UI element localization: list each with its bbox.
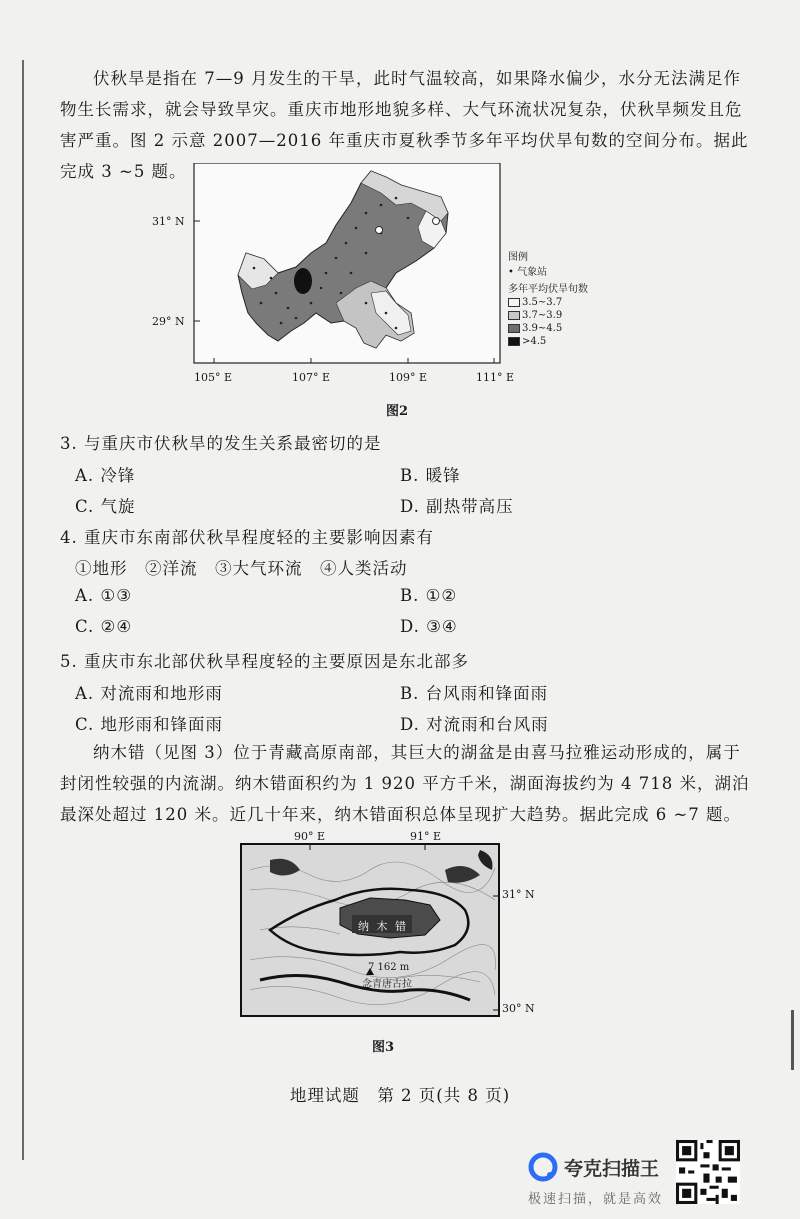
qr-code-icon bbox=[676, 1140, 740, 1204]
legend-item-label: 3.9~4.5 bbox=[522, 323, 563, 334]
lon-label-105: 105° E bbox=[194, 371, 233, 384]
fig3-lat-30: 30° N bbox=[502, 1002, 535, 1015]
q4-factors: ①地形 ②洋流 ③大气环流 ④人类活动 bbox=[75, 559, 408, 578]
passage-1-text: 伏秋旱是指在 7—9 月发生的干旱，此时气温较高，如果降水偏少，水分无法满足作物生长需求，就会导致旱灾。重庆市地形地貌多样、大气环流状况复杂，伏秋旱频发且危害严重。图 2 示意 2007—2016 年重庆市夏秋季节多年平均伏旱旬数的空间分布。据此完成 3 ~5 题。 bbox=[60, 69, 749, 181]
legend-title: 图例 bbox=[508, 252, 528, 263]
lon-label-109: 109° E bbox=[389, 371, 428, 384]
scanner-brand-name: 夸克扫描王 bbox=[564, 1158, 660, 1180]
lon-label-111: 111° E bbox=[476, 371, 515, 384]
legend-item bbox=[508, 309, 588, 322]
lon-label-107: 107° E bbox=[292, 371, 331, 384]
q5-option-a: A. 对流雨和地形雨 bbox=[75, 684, 223, 703]
lake-label: 纳 木 错 bbox=[358, 920, 408, 933]
figure-3-caption: 图3 bbox=[372, 1040, 395, 1055]
quark-logo-icon bbox=[528, 1152, 558, 1182]
question-5-stem: 5. 重庆市东北部伏秋旱程度轻的主要原因是东北部多 bbox=[60, 652, 469, 671]
q4-option-c: C. ②④ bbox=[75, 617, 133, 636]
figure-2-caption: 图2 bbox=[386, 404, 409, 419]
question-4-stem: 4. 重庆市东南部伏秋旱程度轻的主要影响因素有 bbox=[60, 528, 434, 547]
legend-swatch bbox=[508, 298, 520, 307]
q4-option-a: A. ①③ bbox=[75, 586, 132, 605]
page-footer: 地理试题 第 2 页(共 8 页) bbox=[289, 1086, 511, 1105]
q5-option-d: D. 对流雨和台风雨 bbox=[400, 715, 549, 734]
legend-subtitle: 多年平均伏旱旬数 bbox=[508, 284, 588, 295]
scan-edge-right bbox=[791, 1010, 794, 1070]
scanner-slogan: 极速扫描，就是高效 bbox=[528, 1192, 664, 1207]
q3-option-c: C. 气旋 bbox=[75, 497, 136, 516]
q4-option-b: B. ①② bbox=[400, 586, 458, 605]
fig3-lat-31: 31° N bbox=[502, 888, 535, 901]
q5-option-c: C. 地形雨和锋面雨 bbox=[75, 715, 224, 734]
legend-station: • 气象站 bbox=[508, 267, 548, 278]
scan-edge-left bbox=[22, 60, 24, 1160]
q3-option-d: D. 副热带高压 bbox=[400, 497, 514, 516]
passage-2 bbox=[60, 737, 750, 830]
lat-label-31: 31° N bbox=[152, 215, 185, 228]
legend-swatch bbox=[508, 311, 520, 320]
peak-elevation-label: 7 162 m bbox=[368, 962, 410, 973]
legend-swatch bbox=[508, 324, 520, 333]
passage-2-text: 纳木错（见图 3）位于青藏高原南部，其巨大的湖盆是由喜马拉雅运动形成的，属于封闭性较强的内流湖。纳木错面积约为 1 920 平方千米，湖面海拔约为 4 718 米，湖泊最深处超过 120 米。近几十年来，纳木错面积总体呈现扩大趋势。据此完成 6 ~7 题。 bbox=[60, 743, 750, 824]
lat-label-29: 29° N bbox=[152, 315, 185, 328]
question-3-stem: 3. 与重庆市伏秋旱的发生关系最密切的是 bbox=[60, 434, 382, 453]
q3-option-b: B. 暖锋 bbox=[400, 466, 461, 485]
q5-option-b: B. 台风雨和锋面雨 bbox=[400, 684, 549, 703]
legend-item bbox=[508, 322, 588, 335]
figure-2-legend bbox=[508, 251, 588, 348]
q4-option-d: D. ③④ bbox=[400, 617, 458, 636]
legend-item bbox=[508, 335, 588, 348]
legend-item-label: >4.5 bbox=[522, 336, 547, 347]
legend-item-label: 3.7~3.9 bbox=[522, 310, 563, 321]
legend-swatch bbox=[508, 337, 520, 346]
q3-option-a: A. 冷锋 bbox=[75, 466, 136, 485]
legend-item-label: 3.5~3.7 bbox=[522, 297, 563, 308]
fig3-lon-91: 91° E bbox=[410, 830, 442, 843]
fig3-lon-90: 90° E bbox=[294, 830, 326, 843]
legend-item bbox=[508, 296, 588, 309]
figure-3 bbox=[240, 830, 540, 1024]
figure-2 bbox=[152, 163, 626, 402]
peak-name-label: 念青唐古拉 bbox=[362, 979, 412, 990]
